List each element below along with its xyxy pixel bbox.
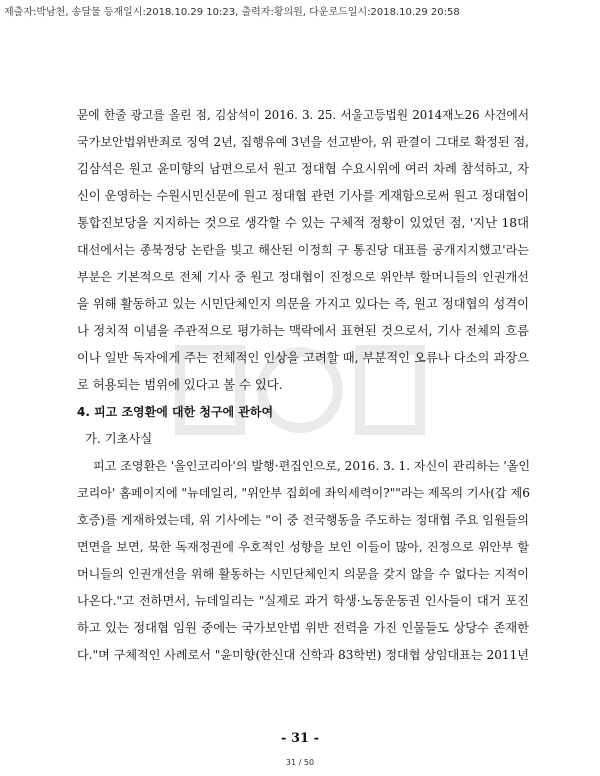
text-line: 나 정치적 이념을 주관적으로 평가하는 맥락에서 표현된 것으로서, 기사 전체의 흐름 xyxy=(77,324,529,338)
subsection-heading: 가. 기초사실 xyxy=(85,432,153,446)
text-line: 문에 한줄 광고를 올린 점, 김삼석이 2016. 3. 25. 서울고등법원 2014재노26 사건에서 xyxy=(77,108,529,122)
text-line: 호증)를 게재하였는데, 위 기사에는 "이 중 전국행동을 주도하는 정대협 주요 임원들의 xyxy=(77,513,529,527)
text-line: 국가보안법위반죄로 징역 2년, 집행유예 3년을 선고받아, 위 판결이 그대로 확정된 점, xyxy=(77,135,529,149)
section-heading: 4. 피고 조영환에 대한 청구에 관하여 xyxy=(77,405,274,419)
text-line: 나온다."고 전하면서, 뉴데일리는 "실제로 과거 학생·노동운동권 인사들이 대거 포진 xyxy=(77,594,529,608)
text-line: 피고 조영환은 '올인코리아'의 발행·편집인으로, 2016. 3. 1. 자신이 관리하는 '올인 xyxy=(93,459,531,473)
text-line: 신이 운영하는 수원시민신문에 원고 정대협 관련 기사를 게재함으로써 원고 정대협이 xyxy=(77,189,529,203)
text-line: 면면을 보면, 북한 독재정권에 우호적인 성향을 보인 이들이 많아, 진정으로 위안부 할 xyxy=(77,540,529,554)
text-line: 부분은 기본적으로 전체 기사 중 원고 정대협이 진정으로 위안부 할머니들의 인권개선 xyxy=(77,270,529,284)
text-line: 김삼석은 원고 윤미향의 남편으로서 원고 정대협 수요시위에 여러 차례 참석하고, 자 xyxy=(77,162,529,176)
text-line: 코리아' 홈페이지에 "뉴데일리, "위안부 집회에 좌익세력이?""라는 제목의 기사(갑 제6 xyxy=(77,486,530,500)
page-number: - 31 - xyxy=(281,731,319,746)
text-line: 하고 있는 정대협 임원 중에는 국가보안법 위반 전력을 가진 인물들도 상당수 존재한 xyxy=(77,621,529,635)
text-line: 통합진보당을 지지하는 것으로 생각할 수 있는 구체적 정황이 있었던 점, '지난 18대 xyxy=(77,216,529,230)
page-counter: 31 / 50 xyxy=(285,758,315,767)
text-line: 을 위해 활동하고 있는 시민단체인지 의문을 가지고 있다는 즉, 원고 정대협의 성격이 xyxy=(77,297,529,311)
text-line: 로 허용되는 범위에 있다고 볼 수 있다. xyxy=(77,378,283,392)
text-line: 대선에서는 종북정당 논란을 빚고 해산된 이정희 구 통진당 대표를 공개지지했고'라는 xyxy=(77,243,529,257)
text-line: 이나 일반 독자에게 주는 전체적인 인상을 고려할 때, 부분적인 오류나 다소의 과장으 xyxy=(77,351,529,365)
text-line: 다."며 구체적인 사례로서 "윤미향(한신대 신학과 83학번) 정대협 상임대표는 2011년 xyxy=(77,648,529,662)
text-line: 머니들의 인권개선을 위해 활동하는 시민단체인지 의문을 갖지 않을 수 없다는 지적이 xyxy=(77,567,529,581)
document-metadata-header: 제출자:박남천, 송달물 등재일시:2018.10.29 10:23, 출력자:황의원, 다운로드일시:2018.10.29 20:58 xyxy=(4,7,460,18)
